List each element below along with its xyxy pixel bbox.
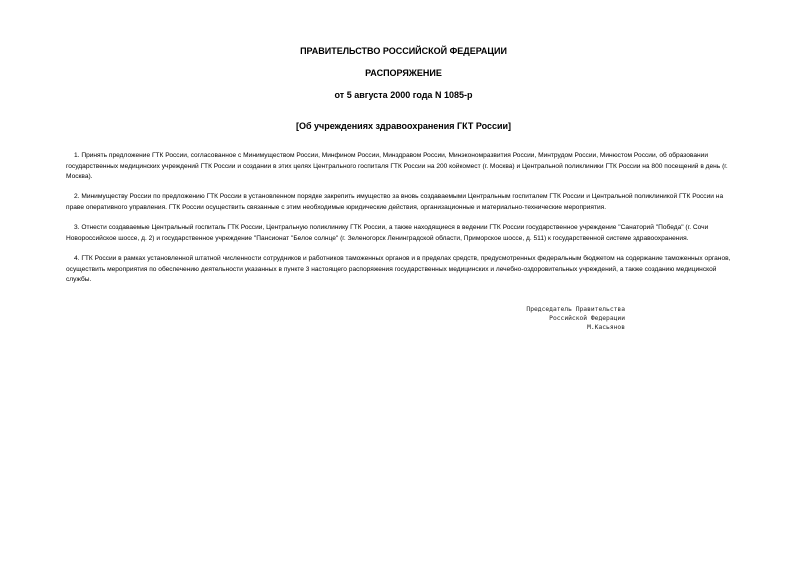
signature-block <box>420 305 625 332</box>
paragraph-line: Новороссийское шоссе, д. 2) и государственное учреждение "Пансионат "Белое солнце" (г. Зеленогорск Ленинградской области, Приморское шоссе, д. 511) к государственной системе здравоохранения. <box>66 234 689 242</box>
paragraph-line: 3. Отнести создаваемые Центральный госпиталь ГТК России, Центральную поликлинику ГТК России, а также находящиеся в ведении ГТК России государственное учреждение "Санаторий "Победа" (г. Сочи <box>74 224 709 231</box>
paragraph-1 <box>66 151 772 183</box>
paragraph-line: службы. <box>66 276 92 283</box>
issuer-heading: ПРАВИТЕЛЬСТВО РОССИЙСКОЙ ФЕДЕРАЦИИ <box>300 46 507 56</box>
signatory-title: Председатель Правительства <box>526 306 625 313</box>
paragraph-line: государственных медицинских учреждений ГТК России и создании в этих целях Центрального госпиталя ГТК России на 200 койкомест (г. Москва) и Центральной поликлиники ГТК России на 800 посещений в день (г. <box>66 162 728 170</box>
signatory-organization: Российской Федерации <box>549 315 625 322</box>
document-subject: [Об учреждениях здравоохранения ГКТ России] <box>295 121 512 131</box>
paragraph-3 <box>66 223 772 244</box>
document-date-number: от 5 августа 2000 года N 1085-р <box>334 90 473 100</box>
signatory-name: М.Касьянов <box>587 324 625 331</box>
paragraph-line: праве оперативного управления. ГТК России осуществить связанные с этим необходимые юридические действия, организационные и материально-технические мероприятия. <box>66 203 607 211</box>
paragraph-line: 4. ГТК России в рамках установленной штатной численности сотрудников и работников таможенных органов и в пределах средств, предусмотренных федеральным бюджетом на содержание таможенных органов, <box>74 255 731 262</box>
paragraph-line: осуществить мероприятия по обеспечению деятельности указанных в пункте 3 настоящего распоряжения государственных медицинских и лечебно-оздоровительных учреждений, а также созданию медицинской <box>66 265 717 273</box>
paragraph-line: 1. Принять предложение ГТК России, согласованное с Минимуществом России, Минфином России, Минздравом России, Минэкономразвития России, Минтрудом России, Минюстом России, об образовании <box>74 152 709 159</box>
paragraph-2 <box>66 192 772 213</box>
paragraph-line: Москва). <box>66 173 93 180</box>
paragraph-4 <box>66 254 772 286</box>
paragraph-line: 2. Минимуществу России по предложению ГТК России в установленном порядке закрепить имущество за вновь создаваемыми Центральным госпиталем ГТК России и Центральной поликлиникой ГТК России на <box>74 193 724 200</box>
document-type-heading: РАСПОРЯЖЕНИЕ <box>365 68 442 78</box>
